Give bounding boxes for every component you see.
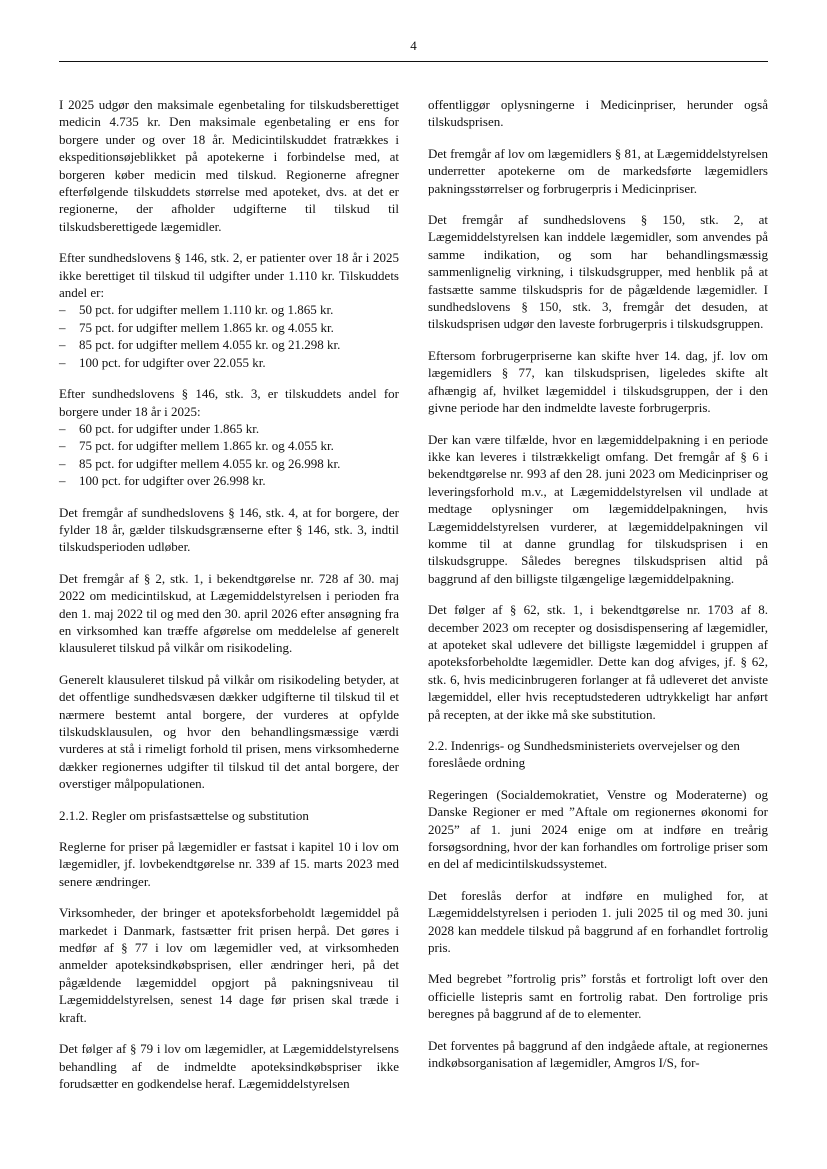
paragraph: Generelt klausuleret tilskud på vilkår om risikodeling betyder, at det offentlige sundhedsvæsen dækker udgifterne til tilskud til et nærmere bestemt antal borgere, der vurderes at opfylde tilskudsklausulen, og hvor den behandlingsmæssige værdi vurderes at stå i rimeligt forhold til prisen, mens virksomhederne dækker regionernes udgifter til tilskud til det antal borgere, der overstiger målpopulationen.: [59, 671, 399, 792]
paragraph: Der kan være tilfælde, hvor en lægemiddelpakning i en periode ikke kan leveres i tilstrækkeligt omfang. Det fremgår af § 6 i bekendtgørelse nr. 993 af den 28. juni 2023 om Medicinpriser og leveringsforhold m.v., at Lægemiddelstyrelsen vil undlade at medtage oplysninger om lægemiddelpakningen, hvis Lægemiddelstyrelsen vurderer, at lægemiddelpakningen vil komme til at danne grundlag for tilskudsprisen i en tilskudsgruppe. Således beregnes tilskudsprisen altid på baggrund af den billigste tilgængelige lægemiddelpakning.: [428, 431, 768, 586]
list-item: – 75 pct. for udgifter mellem 1.865 kr. og 4.055 kr.: [59, 437, 399, 454]
list-item: – 100 pct. for udgifter over 26.998 kr.: [59, 472, 399, 489]
paragraph: Det fremgår af sundhedslovens § 146, stk. 4, at for borgere, der fylder 18 år, gælder tilskudsgrænserne efter § 146, stk. 3, indtil tilskudsperioden udløber.: [59, 504, 399, 555]
list-item: – 75 pct. for udgifter mellem 1.865 kr. og 4.055 kr.: [59, 319, 399, 336]
left-column: [59, 96, 399, 1106]
paragraph: Det fremgår af sundhedslovens § 150, stk. 2, at Lægemiddelstyrelsen kan inddele lægemidler, som anvendes på samme indikation, og som har behandlingsmæssig sammenlignelig virkning, i tilskudsgrupper, med henblik på at fastsætte samme tilskudspris for de pågældende lægemidler. I sundhedslovens § 150, stk. 3, fremgår det desuden, at tilskudsprisen udgør den laveste forbrugerpris i tilskudsgruppen.: [428, 212, 768, 332]
bullet-list: [59, 420, 399, 490]
paragraph: Det foreslås derfor at indføre en mulighed for, at Lægemiddelstyrelsen i perioden 1. juli 2025 til og med 30. juni 2028 kan meddele tilskud på baggrund af en forhandlet fortrolig pris.: [428, 887, 768, 956]
section-heading: 2.1.2. Regler om prisfastsættelse og substitution: [59, 807, 309, 823]
paragraph: Reglerne for priser på lægemidler er fastsat i kapitel 10 i lov om lægemidler, jf. lovbekendtgørelse nr. 339 af 15. marts 2023 med senere ændringer.: [59, 839, 399, 889]
paragraph: Virksomheder, der bringer et apoteksforbeholdt lægemiddel på markedet i Danmark, fastsætter frit prisen herpå. Det gøres i medfør af § 77 i lov om lægemidler ved, at virksomheden anmelder apoteksindkøbsprisen, eller ændringer heri, på det pågældende lægemiddel opgjort på pakningsniveau til Lægemiddelstyrelsen, senest 14 dage før prisen skal træde i kraft.: [59, 905, 399, 1025]
list-item: – 85 pct. for udgifter mellem 4.055 kr. og 21.298 kr.: [59, 336, 399, 353]
section-heading: 2.2. Indenrigs- og Sundhedsministeriets overvejelser og den foreslåede ordning: [428, 738, 740, 771]
paragraph: Efter sundhedslovens § 146, stk. 2, er patienter over 18 år i 2025 ikke berettiget til tilskud til udgifter under 1.110 kr. Tilskuddets andel er:: [59, 250, 399, 301]
header-rule: [59, 61, 768, 62]
page-number: 4: [410, 38, 417, 53]
bullet-list: [59, 301, 399, 371]
paragraph: Det forventes på baggrund af den indgåede aftale, at regionernes indkøbsorganisation af lægemidler, Amgros I/S, for-: [428, 1037, 768, 1071]
paragraph: Efter sundhedslovens § 146, stk. 3, er tilskuddets andel for borgere under 18 år i 2025:: [59, 386, 399, 419]
list-item: – 85 pct. for udgifter mellem 4.055 kr. og 26.998 kr.: [59, 455, 399, 472]
paragraph: Med begrebet ”fortrolig pris” forstås et fortroligt loft over den officielle listepris samt en fortrolig rabat. Den fortrolige pris beregnes på baggrund af de to elementer.: [428, 971, 768, 1022]
right-column: [428, 96, 768, 1086]
paragraph: Det følger af § 79 i lov om lægemidler, at Lægemiddelstyrelsens behandling af de indmeldte apoteksindkøbspriser ikke forudsætter en godkendelse heraf. Lægemiddelstyrelsen: [59, 1041, 399, 1091]
paragraph: Regeringen (Socialdemokratiet, Venstre og Moderaterne) og Danske Regioner er med ”Aftale om regionernes økonomi for 2025” af 1. juni 2024 enige om at indføre en treårig forsøgsordning, hvor der kan forhandles om fortrolige priser som en del af medicintilskudssystemet.: [428, 786, 768, 872]
list-item: – 60 pct. for udgifter under 1.865 kr.: [59, 420, 399, 437]
paragraph: Det fremgår af lov om lægemidlers § 81, at Lægemiddelstyrelsen underretter apotekerne om de markedsførte lægemidlers pakningsstørrelser og forbrugerpris i Medicinpriser.: [428, 145, 768, 196]
paragraph: Eftersom forbrugerpriserne kan skifte hver 14. dag, jf. lov om lægemidlers § 77, kan tilskudsprisen, ligeledes skifte alt afhængig af, hvilket lægemiddel i tilskudsgruppen, der i den givne periode har den indmeldte laveste forbrugerpris.: [428, 347, 768, 416]
paragraph: Det fremgår af § 2, stk. 1, i bekendtgørelse nr. 728 af 30. maj 2022 om medicintilskud, at Lægemiddelstyrelsen i perioden fra den 1. maj 2022 til og med den 30. april 2026 efter ansøgning fra en virksomhed kan træffe afgørelse om meddelelse af generelt klausuleret tilskud på vilkår om risikodeling.: [59, 570, 399, 656]
list-item: – 100 pct. for udgifter over 22.055 kr.: [59, 354, 399, 371]
list-item: – 50 pct. for udgifter mellem 1.110 kr. og 1.865 kr.: [59, 301, 399, 318]
paragraph: Det følger af § 62, stk. 1, i bekendtgørelse nr. 1703 af 8. december 2023 om recepter og dosisdispensering af lægemidler, at apoteket skal udlevere det billigste lægemiddel i gruppen af apoteksforbeholdte lægemidler. Dette kan dog afviges, jf. § 62, stk. 6, hvis medicinbrugeren forlanger at få udleveret det anviste lægemiddel, eller hvis receptudstederen udtrykkeligt har anført på recepten, at der ikke må ske substitution.: [428, 602, 768, 722]
paragraph: I 2025 udgør den maksimale egenbetaling for tilskudsberettiget medicin 4.735 kr. Den maksimale egenbetaling er ens for borgere under og over 18 år. Medicintilskuddet fratrækkes i ekspeditionsøjeblikket på apotekerne i forbindelse med, at borgeren køber medicin med tilskud. Regionerne afregner efterfølgende tilskuddets størrelse med apoteket, dvs. at det er regionerne, der afholder udgifterne til tilskud til tilskudsberettigede lægemidler.: [59, 97, 399, 234]
paragraph: offentliggør oplysningerne i Medicinpriser, herunder også tilskudsprisen.: [428, 97, 768, 130]
